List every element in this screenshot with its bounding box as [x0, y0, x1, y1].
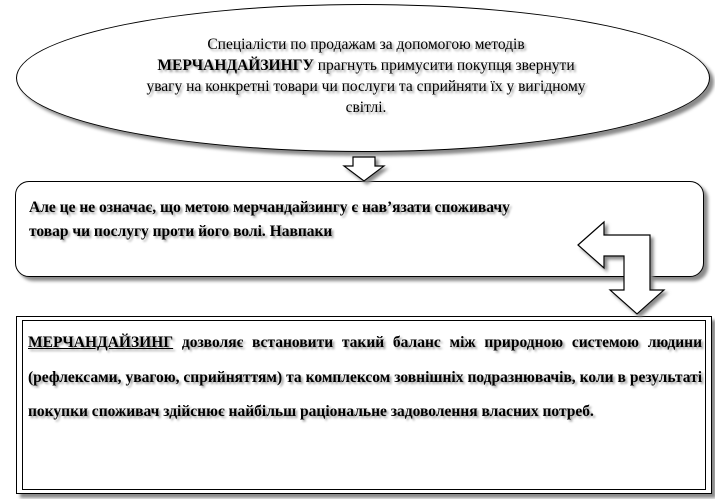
definition-term: МЕРЧАНДАЙЗИНГ	[28, 334, 174, 351]
intro-line-4: світлі.	[345, 99, 387, 116]
intro-line-3: увагу на конкретні товари чи послуги та сприйняти їх у вигідному	[146, 78, 586, 95]
clarification-line-1: Але це не означає, що метою мерчандайзингу є нав’язати споживачу	[29, 199, 510, 216]
bent-arrow-icon	[578, 222, 664, 314]
intro-line-1: Спеціалісти по продажам за допомогою методів	[207, 36, 525, 53]
definition-body: дозволяє встановити такий баланс між природною системою людини (рефлексами, увагою, сприйняттям) та комплексом зовнішніх подразнювачів, коли в результаті покупки споживач здійснює найбільш раціональне задоволення власних потреб.	[28, 334, 702, 420]
intro-line-2-rest: прагнуть примусити покупця звернути	[313, 57, 575, 74]
clarification-line-2: товар чи послугу проти його волі. Навпаки	[29, 223, 333, 240]
intro-term: МЕРЧАНДАЙЗИНГУ	[157, 57, 314, 74]
down-arrow-icon	[344, 157, 384, 181]
